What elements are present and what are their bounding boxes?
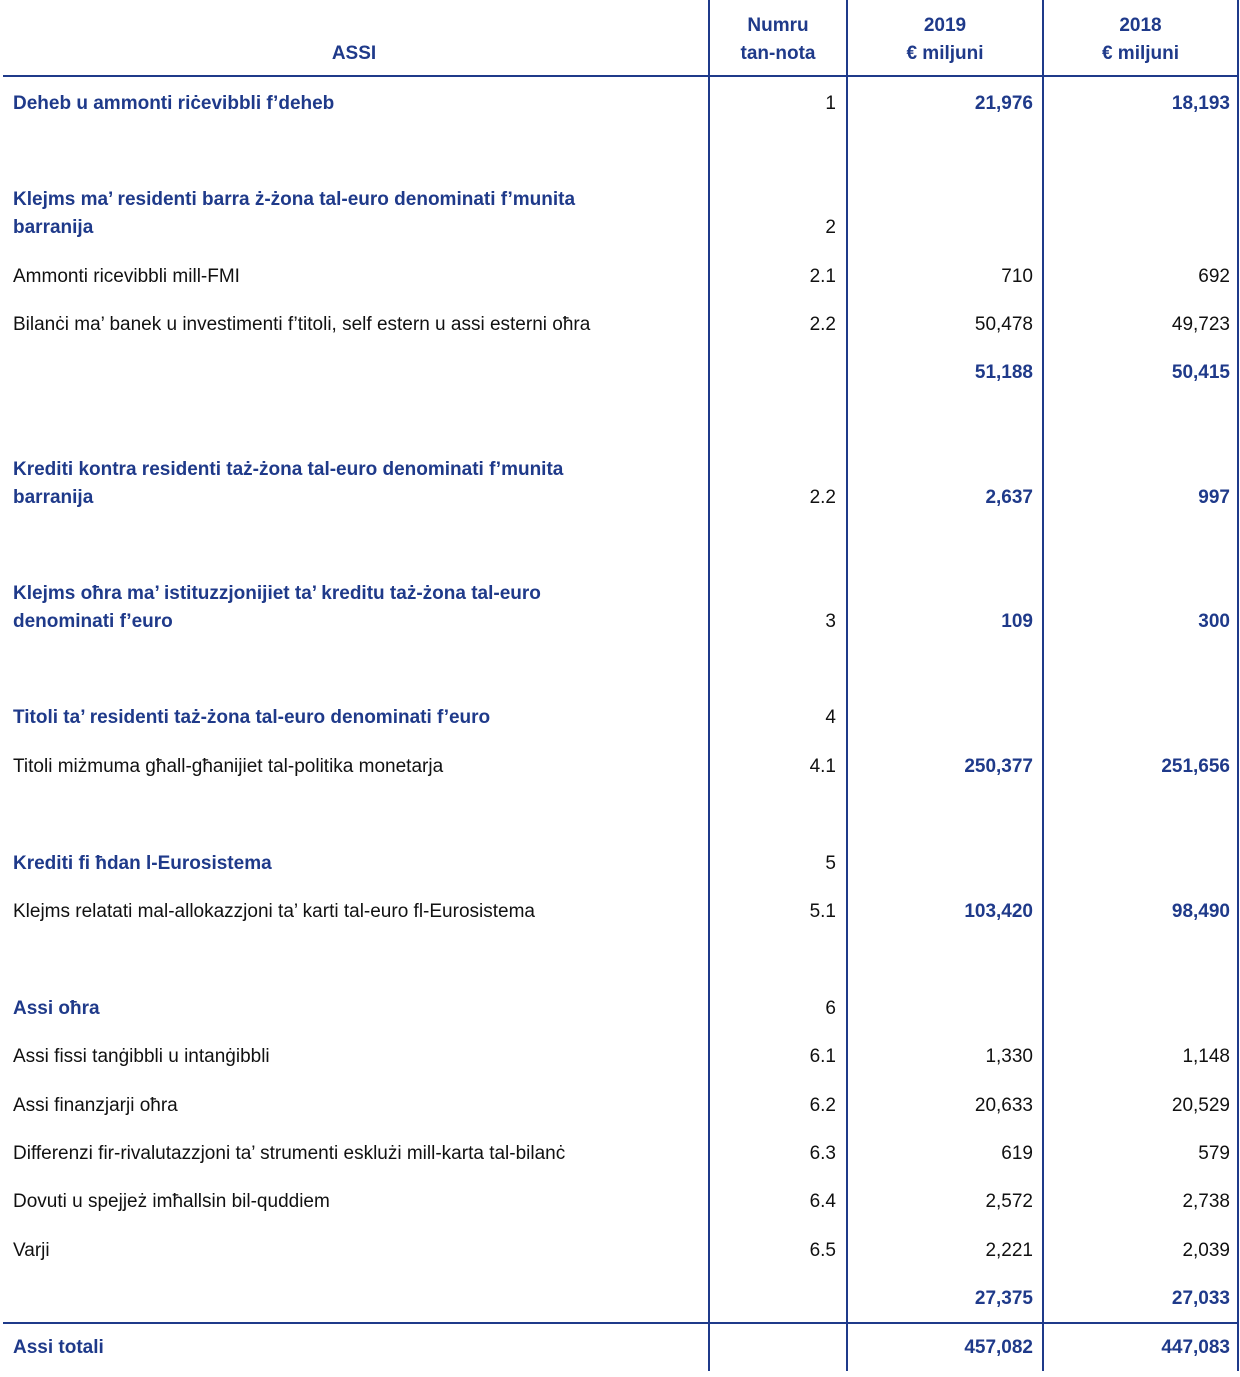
row-value-2019: 50,478 — [974, 314, 1033, 335]
row-value-2019: 2,572 — [985, 1191, 1033, 1212]
row-label: Titoli ta’ residenti taż-żona tal-euro denominati f’euro — [13, 707, 491, 728]
row-note: 6.2 — [809, 1095, 836, 1116]
header-rule — [3, 75, 1237, 77]
row-label: Differenzi fir-rivalutazzjoni ta’ strumenti esklużi mill-karta tal-bilanċ — [13, 1143, 566, 1164]
row-value-2018: 18,193 — [1171, 93, 1230, 114]
note-column-header-line1: Numru — [747, 15, 809, 36]
column-divider — [708, 0, 710, 1371]
row-label: Bilanċi ma’ banek u investimenti f’titoli, self estern u assi esterni oħra — [13, 314, 591, 335]
row-label: Deheb u ammonti riċevibbli f’deheb — [13, 93, 335, 114]
subtotal-value-2018: 50,415 — [1171, 362, 1230, 383]
row-note: 5.1 — [809, 901, 836, 922]
total-value-2019: 457,082 — [964, 1337, 1033, 1358]
row-note: 2.2 — [809, 487, 836, 508]
row-value-2018: 20,529 — [1171, 1095, 1230, 1116]
total-value-2018: 447,083 — [1161, 1337, 1230, 1358]
row-value-2018: 300 — [1198, 611, 1230, 632]
row-value-2019: 2,221 — [985, 1240, 1033, 1261]
row-value-2018: 98,490 — [1171, 901, 1230, 922]
row-value-2019: 21,976 — [974, 93, 1033, 114]
column-divider — [1042, 0, 1044, 1371]
row-value-2018: 997 — [1198, 487, 1230, 508]
row-note: 5 — [825, 853, 836, 874]
row-label: Klejms relatati mal-allokazzjoni ta’ karti tal-euro fl-Eurosistema — [13, 901, 535, 922]
row-label: Assi finanzjarji oħra — [13, 1095, 178, 1116]
row-value-2018: 692 — [1198, 266, 1230, 287]
year-2018-unit-header: € miljuni — [1101, 43, 1180, 64]
column-divider — [846, 0, 848, 1371]
row-note: 6.4 — [809, 1191, 836, 1212]
total-rule — [3, 1322, 1237, 1324]
total-label: Assi totali — [13, 1337, 104, 1358]
row-label: Assi fissi tanġibbli u intanġibbli — [13, 1046, 270, 1067]
row-note: 2.2 — [809, 314, 836, 335]
row-label: Klejms ma’ residenti barra ż-żona tal-euro denominati f’munita barranija — [13, 189, 576, 238]
row-value-2018: 251,656 — [1161, 756, 1230, 777]
row-label: Assi oħra — [13, 998, 100, 1019]
subtotal-value-2018: 27,033 — [1171, 1288, 1230, 1309]
year-2018-header: 2018 — [1119, 15, 1162, 36]
year-2019-header: 2019 — [923, 15, 967, 36]
column-divider — [1237, 0, 1239, 1371]
row-note: 6 — [825, 998, 836, 1019]
row-value-2018: 49,723 — [1171, 314, 1230, 335]
row-note: 2.1 — [809, 266, 836, 287]
row-value-2019: 2,637 — [985, 487, 1033, 508]
row-value-2019: 619 — [1001, 1143, 1033, 1164]
row-label: Titoli miżmuma għall-għanijiet tal-politika monetarja — [13, 756, 444, 777]
row-note: 6.1 — [809, 1046, 836, 1067]
row-note: 3 — [825, 611, 836, 632]
note-column-header-line2: tan-nota — [740, 43, 816, 64]
assets-column-header: ASSI — [331, 43, 377, 64]
row-label: Varji — [13, 1240, 50, 1261]
row-label: Krediti fi ħdan l-Eurosistema — [13, 853, 272, 874]
row-label: Ammonti ricevibbli mill-FMI — [13, 266, 240, 287]
subtotal-value-2019: 27,375 — [974, 1288, 1033, 1309]
row-value-2019: 20,633 — [974, 1095, 1033, 1116]
row-value-2018: 2,039 — [1182, 1240, 1230, 1261]
row-value-2019: 1,330 — [985, 1046, 1033, 1067]
row-note: 4.1 — [809, 756, 836, 777]
row-note: 2 — [825, 217, 836, 238]
row-note: 1 — [825, 93, 836, 114]
row-value-2019: 250,377 — [964, 756, 1033, 777]
row-value-2018: 579 — [1198, 1143, 1230, 1164]
year-2019-unit-header: € miljuni — [906, 43, 984, 64]
row-value-2018: 2,738 — [1182, 1191, 1230, 1212]
row-value-2018: 1,148 — [1182, 1046, 1230, 1067]
row-note: 6.5 — [809, 1240, 836, 1261]
row-value-2019: 103,420 — [964, 901, 1033, 922]
row-note: 4 — [825, 707, 836, 728]
row-value-2019: 109 — [1001, 611, 1033, 632]
row-label: Dovuti u spejjeż imħallsin bil-quddiem — [13, 1191, 330, 1212]
row-value-2019: 710 — [1001, 266, 1033, 287]
subtotal-value-2019: 51,188 — [974, 362, 1033, 383]
row-note: 6.3 — [809, 1143, 836, 1164]
row-label: Krediti kontra residenti taż-żona tal-euro denominati f’munita barranija — [13, 459, 564, 508]
row-label: Klejms oħra ma’ istituzzjonijiet ta’ kreditu taż-żona tal-euro denominati f’euro — [13, 583, 541, 632]
